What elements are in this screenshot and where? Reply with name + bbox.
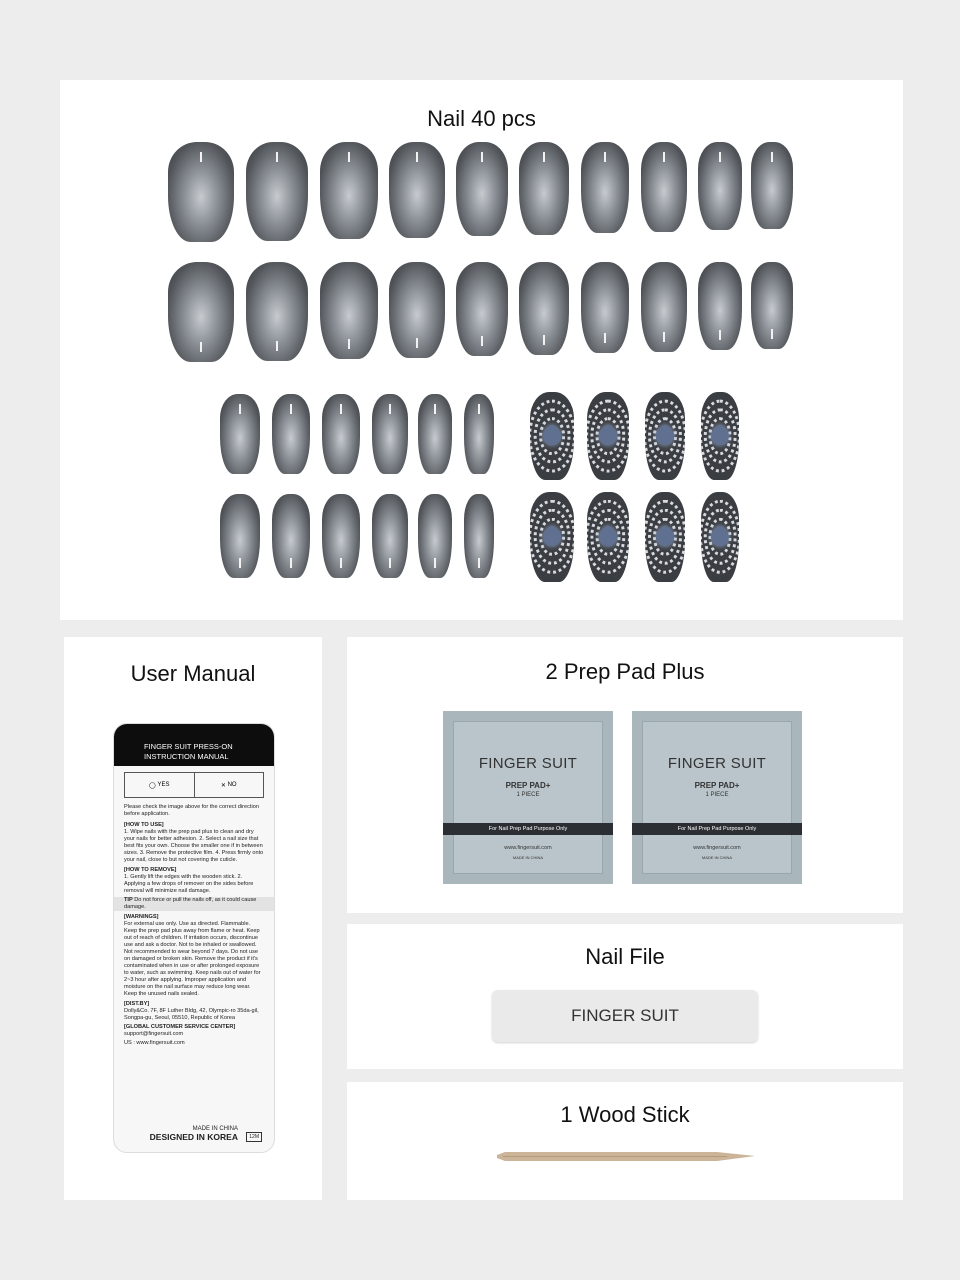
wood-stick-title: 1 Wood Stick — [560, 1102, 690, 1127]
nail-file-title: Nail File — [585, 944, 665, 969]
how-to-remove-heading: [HOW TO REMOVE] — [124, 867, 177, 873]
prep-pad-brand: FINGER SUIT — [667, 755, 767, 772]
nail-tab-mark — [389, 558, 391, 568]
press-on-nail — [418, 394, 452, 474]
yes-cell — [125, 773, 195, 797]
press-on-nail — [456, 142, 508, 236]
wood-stick-icon — [497, 1152, 755, 1161]
press-on-nail — [751, 262, 793, 349]
nail-tab-mark — [771, 152, 773, 162]
nail-tab-mark — [389, 404, 391, 414]
nail-tab-mark — [719, 330, 721, 340]
press-on-nail — [389, 262, 445, 358]
press-on-nail — [587, 492, 629, 582]
manual-title: User Manual — [130, 661, 256, 686]
nail-tab-mark — [434, 558, 436, 568]
prep-pad-packet — [443, 711, 613, 884]
check-note: Please check the image above for the correct direction before application. — [124, 804, 259, 817]
press-on-nail — [272, 394, 310, 474]
nail-file-panel — [347, 924, 903, 1069]
nail-tab-mark — [478, 404, 480, 414]
prep-pad-band: For Nail Prep Pad Purpose Only — [632, 823, 802, 835]
press-on-nail — [246, 142, 308, 241]
prep-pad-panel — [347, 637, 903, 913]
orientation-guide — [124, 772, 264, 798]
manual-panel — [64, 637, 322, 1200]
nail-tab-mark — [416, 338, 418, 348]
press-on-nail — [587, 392, 629, 480]
press-on-nail — [272, 494, 310, 578]
how-to-use-heading: [HOW TO USE] — [124, 822, 164, 828]
prep-pad-qty: 1 PIECE — [516, 792, 540, 798]
nail-tab-mark — [663, 152, 665, 162]
press-on-nail — [322, 494, 360, 578]
press-on-nail — [701, 392, 739, 480]
press-on-nail — [645, 492, 685, 582]
press-on-nail — [372, 394, 408, 474]
prep-pad-brand: FINGER SUIT — [478, 755, 578, 772]
nail-tab-mark — [276, 341, 278, 351]
designed-in-label: DESIGNED IN KOREA — [149, 1132, 238, 1142]
nail-tab-mark — [771, 329, 773, 339]
press-on-nail — [320, 262, 378, 359]
manual-card-header — [114, 724, 274, 766]
nail-file — [492, 990, 758, 1042]
press-on-nail — [389, 142, 445, 238]
manual-footer — [114, 1126, 274, 1142]
no-cell — [195, 773, 264, 797]
nail-tab-mark — [478, 558, 480, 568]
nail-tab-mark — [434, 404, 436, 414]
how-to-use-text: 1. Wipe nails with the prep pad plus to clean and dry your nails for better adhesion. 2. Select a nail size that best fits your own. Choose the smaller one if in between sizes. 3. Remove the protective film. 4. Press firmly onto your nail, close to but not covering the cuticle. — [124, 829, 264, 863]
nail-tab-mark — [543, 335, 545, 345]
dist-text: Dolly&Co. 7F, 8F Luther Bldg, 42, Olympic-ro 35da-gil, Songpa-gu, Seoul, 05510, Republic of Korea — [124, 1008, 259, 1021]
press-on-nail — [322, 394, 360, 474]
nail-file-label: FINGER SUIT — [571, 1006, 679, 1025]
prep-pad-url: www.fingersuit.com — [693, 845, 741, 851]
nail-tab-mark — [200, 152, 202, 162]
press-on-nail — [641, 142, 687, 232]
tip-text: Do not force or pull the nails off, as it could cause damage. — [124, 897, 257, 910]
nail-tab-mark — [416, 152, 418, 162]
wood-stick-panel — [347, 1082, 903, 1200]
prep-pad-band: For Nail Prep Pad Purpose Only — [443, 823, 613, 835]
cross-icon: ✕ — [220, 782, 226, 789]
press-on-nail — [320, 142, 378, 239]
nail-tab-mark — [348, 339, 350, 349]
nails-panel — [60, 80, 903, 620]
service-text: support@fingersuit.com — [124, 1031, 184, 1037]
press-on-nail — [519, 262, 569, 355]
prep-pad-url: www.fingersuit.com — [504, 845, 552, 851]
nail-tab-mark — [290, 558, 292, 568]
prep-pad-product: PREP PAD+ — [694, 781, 740, 790]
nail-tab-mark — [481, 152, 483, 162]
dist-heading: [DIST.BY] — [124, 1001, 150, 1007]
nail-tab-mark — [340, 558, 342, 568]
press-on-nail — [581, 262, 629, 353]
prep-pad-product: PREP PAD+ — [505, 781, 551, 790]
press-on-nail — [530, 392, 574, 480]
tip-label: TIP — [124, 897, 133, 903]
press-on-nail — [698, 142, 742, 230]
nail-tab-mark — [276, 152, 278, 162]
nail-outline-icon: ◯ — [149, 782, 156, 789]
nail-tab-mark — [200, 342, 202, 352]
no-label: NO — [227, 782, 237, 788]
warnings-text: For external use only. Use as directed. Flammable. Keep the prep pad plus away from flame or heat. Keep out of reach of children. If irritation occurs, discontinue use and ask a doctor. Not to be inhaled or swallowed. Not recommended to wear beyond 7 days. Do not use on damaged or broken skin. Remove the product if it's contaminated when in use or after prolonged exposure to water, such as swimming. Keep nails out of water for 2~3 hour after applying. Improper application and moisture on the nail surface may reduce long wear. Keep the unused nails sealed. — [124, 921, 261, 997]
press-on-nail — [701, 492, 739, 582]
nail-tab-mark — [340, 404, 342, 414]
how-to-remove-text: 1. Gently lift the edges with the wooden stick. 2. Applying a few drops of remover on the sides before removal will minimize nail damage. — [124, 874, 254, 894]
nails-title: Nail 40 pcs — [427, 106, 536, 131]
press-on-nail — [530, 492, 574, 582]
made-in-label: MADE IN CHINA — [192, 1126, 238, 1132]
press-on-nail — [220, 494, 260, 578]
prep-pad-made: MADE IN CHINA — [701, 855, 733, 860]
instruction-manual-card — [113, 723, 275, 1153]
press-on-nail — [418, 494, 452, 578]
manual-header-line2: INSTRUCTION MANUAL — [144, 752, 229, 761]
press-on-nail — [519, 142, 569, 235]
nail-tab-mark — [719, 152, 721, 162]
warnings-heading: [WARNINGS] — [124, 914, 159, 920]
prep-pad-title: 2 Prep Pad Plus — [545, 659, 705, 684]
press-on-nail — [168, 142, 234, 242]
us-text: US : www.fingersuit.com — [124, 1040, 185, 1046]
nail-tab-mark — [239, 404, 241, 414]
nail-tab-mark — [663, 332, 665, 342]
prep-pad-qty: 1 PIECE — [705, 792, 729, 798]
nail-tab-mark — [481, 336, 483, 346]
press-on-nail — [698, 262, 742, 350]
service-heading: [GLOBAL CUSTOMER SERVICE CENTER] — [124, 1024, 236, 1030]
yes-label: YES — [157, 782, 170, 788]
press-on-nail — [645, 392, 685, 480]
nail-tab-mark — [348, 152, 350, 162]
press-on-nail — [751, 142, 793, 229]
nail-tab-mark — [290, 404, 292, 414]
press-on-nail — [464, 494, 494, 578]
prep-pad-packet — [632, 711, 802, 884]
press-on-nail — [464, 394, 494, 474]
press-on-nail — [168, 262, 234, 362]
nail-tab-mark — [604, 333, 606, 343]
prep-pad-made: MADE IN CHINA — [512, 855, 544, 860]
press-on-nail — [641, 262, 687, 352]
press-on-nail — [456, 262, 508, 356]
manual-header-line1: FINGER SUIT PRESS-ON — [144, 742, 233, 751]
press-on-nail — [372, 494, 408, 578]
nail-tab-mark — [239, 558, 241, 568]
pao-badge: 12M — [246, 1132, 262, 1142]
press-on-nail — [246, 262, 308, 361]
press-on-nail — [581, 142, 629, 233]
nail-tab-mark — [543, 152, 545, 162]
press-on-nail — [220, 394, 260, 474]
nail-tab-mark — [604, 152, 606, 162]
